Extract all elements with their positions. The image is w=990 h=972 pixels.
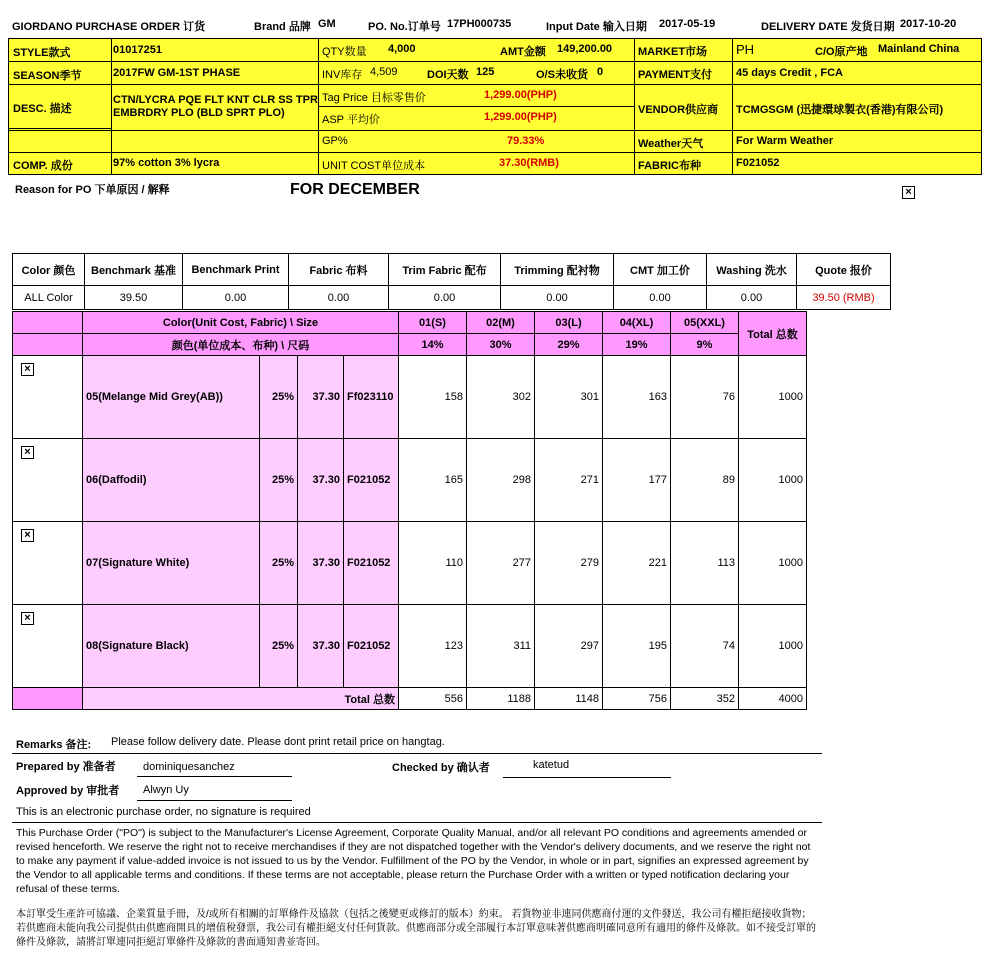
bench-cell: 39.50	[85, 286, 183, 310]
qty-label: QTY数量	[322, 46, 367, 58]
bench-header: Benchmark Print	[183, 254, 289, 286]
tag-price-label: Tag Price 目标零售价	[322, 92, 426, 104]
terms-english: This Purchase Order ("PO") is subject to the Manufacturer's License Agreement, Corporate Quality Manual, and/or all relevant PO conditions and agreements amended or revised henceforth. We reserve the right not to receive merchandises if they are not dispatched together with the Vendor's delivery documents, and we reserve the right not to make any payment if value-added invoice is not issued to us by the Vendor. Fulfillment of the PO by the Vendor, in whole or in part, signifies an expressed agreement by the Vendor to all applicable terms and conditions. If these terms are not acceptable, please return the Purchase Order with a written or typed notification declaring your refusal of these terms.	[16, 827, 811, 895]
row-cost: 37.30	[298, 605, 344, 688]
table-row	[13, 356, 807, 439]
benchmark-table	[12, 253, 891, 310]
season-value: 2017FW GM-1ST PHASE	[113, 67, 241, 79]
qty-cell: 297	[535, 605, 603, 688]
bench-header: Washing 洗水	[707, 254, 797, 286]
fabric-label: FABRIC布种	[638, 160, 701, 172]
table-row	[13, 439, 807, 522]
size-col-pct: 19%	[603, 334, 671, 356]
row-color: 07(Signature White)	[83, 522, 260, 605]
origin-value: Mainland China	[878, 43, 960, 55]
amt-value: 149,200.00	[557, 43, 613, 55]
qty-cell: 163	[603, 356, 671, 439]
totals-row	[13, 688, 807, 710]
row-total: 1000	[739, 439, 807, 522]
checked-value: katetud	[533, 759, 570, 771]
brand-value: GM	[318, 18, 336, 30]
qty-cell: 277	[467, 522, 535, 605]
unit-cost-label: UNIT COST单位成本	[322, 160, 426, 172]
row-checkbox[interactable]: ×	[21, 446, 34, 459]
po-summary-grid	[8, 38, 982, 175]
desc-line1: CTN/LYCRA PQE FLT KNT CLR SS TPR	[113, 94, 318, 106]
bench-header: CMT 加工价	[614, 254, 707, 286]
size-col-name: 04(XL)	[603, 312, 671, 334]
desc-line2: EMBRDRY PLO (BLD SPRT PLO)	[113, 107, 285, 119]
reason-value: FOR DECEMBER	[290, 181, 420, 198]
row-pct: 25%	[260, 356, 298, 439]
market-label: MARKET市场	[638, 46, 708, 58]
row-checkbox[interactable]: ×	[21, 529, 34, 542]
doi-label: DOI天数	[427, 69, 469, 81]
bench-cell: 0.00	[183, 286, 289, 310]
bench-header: Fabric 布料	[289, 254, 389, 286]
brand-label: Brand 品牌	[254, 21, 311, 33]
size-header-cn: 颜色(单位成本、布种) \ 尺码	[83, 334, 399, 356]
qty-cell: 113	[671, 522, 739, 605]
size-col-name: 02(M)	[467, 312, 535, 334]
remarks-text: Please follow delivery date. Please dont print retail price on hangtag.	[111, 736, 445, 748]
row-cost: 37.30	[298, 356, 344, 439]
qty-cell: 158	[399, 356, 467, 439]
season-label: SEASON季节	[13, 70, 82, 82]
doi-value: 125	[476, 66, 495, 78]
approved-value: Alwyn Uy	[143, 784, 189, 796]
size-header-en: Color(Unit Cost, Fabric) \ Size	[83, 312, 399, 334]
delivery-date: 2017-10-20	[900, 18, 957, 30]
fabric-value: F021052	[736, 157, 780, 169]
tag-price-value: 1,299.00(PHP)	[484, 89, 557, 101]
remarks-label: Remarks 备注:	[16, 739, 92, 751]
bench-header: Benchmark 基准	[85, 254, 183, 286]
table-row	[13, 522, 807, 605]
approved-label: Approved by 审批者	[16, 785, 120, 797]
reason-label: Reason for PO 下单原因 / 解释	[15, 184, 170, 196]
po-title: GIORDANO PURCHASE ORDER 订货	[12, 21, 206, 33]
qty-cell: 89	[671, 439, 739, 522]
row-checkbox[interactable]: ×	[21, 363, 34, 376]
payment-label: PAYMENT支付	[638, 69, 712, 81]
table-row	[13, 605, 807, 688]
inv-value: 4,509	[370, 66, 398, 78]
vendor-label: VENDOR供应商	[638, 104, 719, 116]
bench-cell: 0.00	[707, 286, 797, 310]
bench-header: Color 颜色	[13, 254, 85, 286]
bench-header: Trim Fabric 配布	[389, 254, 501, 286]
total-cell: 1188	[467, 688, 535, 710]
bench-header: Quote 报价	[797, 254, 891, 286]
qty-cell: 195	[603, 605, 671, 688]
size-breakdown-table	[12, 311, 807, 710]
delivery-date-label: DELIVERY DATE 发货日期	[761, 21, 895, 33]
electronic-note: This is an electronic purchase order, no signature is required	[16, 806, 311, 818]
checked-label: Checked by 确认者	[392, 762, 490, 774]
row-fabric: F021052	[344, 522, 399, 605]
qty-cell: 165	[399, 439, 467, 522]
comp-value: 97% cotton 3% lycra	[113, 157, 220, 169]
bench-cell: 0.00	[389, 286, 501, 310]
comp-label: COMP. 成份	[13, 160, 73, 172]
bench-cell: ALL Color	[13, 286, 85, 310]
vendor-value: TCMGSGM (迅捷環球製衣(香港)有限公司)	[736, 104, 944, 116]
desc-label: DESC. 描述	[13, 103, 72, 115]
qty-cell: 302	[467, 356, 535, 439]
prepared-value: dominiquesanchez	[143, 761, 235, 773]
po-number-label: PO. No.订单号	[368, 21, 441, 33]
row-color: 05(Melange Mid Grey(AB))	[83, 356, 260, 439]
style-value: 01017251	[113, 44, 162, 56]
total-cell: 556	[399, 688, 467, 710]
qty-cell: 76	[671, 356, 739, 439]
row-color: 06(Daffodil)	[83, 439, 260, 522]
payment-value: 45 days Credit , FCA	[736, 67, 843, 79]
qty-cell: 279	[535, 522, 603, 605]
qty-cell: 311	[467, 605, 535, 688]
market-value: PH	[736, 42, 755, 57]
qty-cell: 271	[535, 439, 603, 522]
total-cell: 352	[671, 688, 739, 710]
gp-value: 79.33%	[507, 135, 545, 147]
gp-label: GP%	[322, 135, 348, 147]
size-col-name: 01(S)	[399, 312, 467, 334]
bench-cell: 0.00	[501, 286, 614, 310]
totals-label: Total 总数	[83, 688, 399, 710]
grand-total: 4000	[739, 688, 807, 710]
qty-cell: 123	[399, 605, 467, 688]
qty-cell: 301	[535, 356, 603, 439]
size-col-pct: 30%	[467, 334, 535, 356]
total-cell: 1148	[535, 688, 603, 710]
row-fabric: F021052	[344, 605, 399, 688]
size-col-pct: 29%	[535, 334, 603, 356]
bench-quote-cell: 39.50 (RMB)	[797, 286, 891, 310]
size-col-pct: 14%	[399, 334, 467, 356]
size-col-name: 05(XXL)	[671, 312, 739, 334]
row-total: 1000	[739, 605, 807, 688]
row-fabric: Ff023110	[344, 356, 399, 439]
qty-cell: 110	[399, 522, 467, 605]
bench-header: Trimming 配衬物	[501, 254, 614, 286]
inv-label: INV库存	[322, 69, 363, 81]
reason-checkbox[interactable]: ×	[902, 186, 915, 199]
po-number: 17PH000735	[447, 18, 512, 30]
qty-cell: 298	[467, 439, 535, 522]
terms-chinese: 本訂單受生產許可協議、企業質量手冊，及/或所有相關的訂單條件及協款（包括之後變更或修訂的版本）約束。 若貨物並非連同供應商付運的文件發送，我公司有權拒絕接收貨物；若供應商未能向我公司提供由供應商開具的增值稅發票，我公司有權拒絕支付任何貨款。供應商部分或全部履行本訂單意味著供應商明確同意所有適用的條件及條款。如不接受訂單的條件及條款，請將訂單連同拒絕訂單條件及條款的書面通知書並寄回。	[16, 909, 816, 948]
input-date-label: Input Date 输入日期	[546, 21, 647, 33]
size-col-pct: 9%	[671, 334, 739, 356]
row-fabric: F021052	[344, 439, 399, 522]
unit-cost-value: 37.30(RMB)	[499, 157, 559, 169]
weather-value: For Warm Weather	[736, 135, 834, 147]
total-cell: 756	[603, 688, 671, 710]
qty-value: 4,000	[388, 43, 416, 55]
total-header: Total 总数	[739, 312, 807, 356]
origin-label: C/O原产地	[815, 46, 868, 58]
prepared-label: Prepared by 准备者	[16, 761, 116, 773]
weather-label: Weather天气	[638, 138, 704, 150]
asp-value: 1,299.00(PHP)	[484, 111, 557, 123]
row-pct: 25%	[260, 522, 298, 605]
row-cost: 37.30	[298, 522, 344, 605]
row-color: 08(Signature Black)	[83, 605, 260, 688]
asp-label: ASP 平均价	[322, 114, 380, 126]
qty-cell: 221	[603, 522, 671, 605]
row-cost: 37.30	[298, 439, 344, 522]
row-pct: 25%	[260, 605, 298, 688]
input-date: 2017-05-19	[659, 18, 716, 30]
row-total: 1000	[739, 356, 807, 439]
row-checkbox[interactable]: ×	[21, 612, 34, 625]
row-pct: 25%	[260, 439, 298, 522]
os-value: 0	[597, 66, 604, 78]
size-col-name: 03(L)	[535, 312, 603, 334]
bench-cell: 0.00	[614, 286, 707, 310]
style-label: STYLE款式	[13, 47, 71, 59]
bench-cell: 0.00	[289, 286, 389, 310]
qty-cell: 177	[603, 439, 671, 522]
amt-label: AMT金额	[500, 46, 546, 58]
qty-cell: 74	[671, 605, 739, 688]
row-total: 1000	[739, 522, 807, 605]
os-label: O/S未收货	[536, 69, 588, 81]
